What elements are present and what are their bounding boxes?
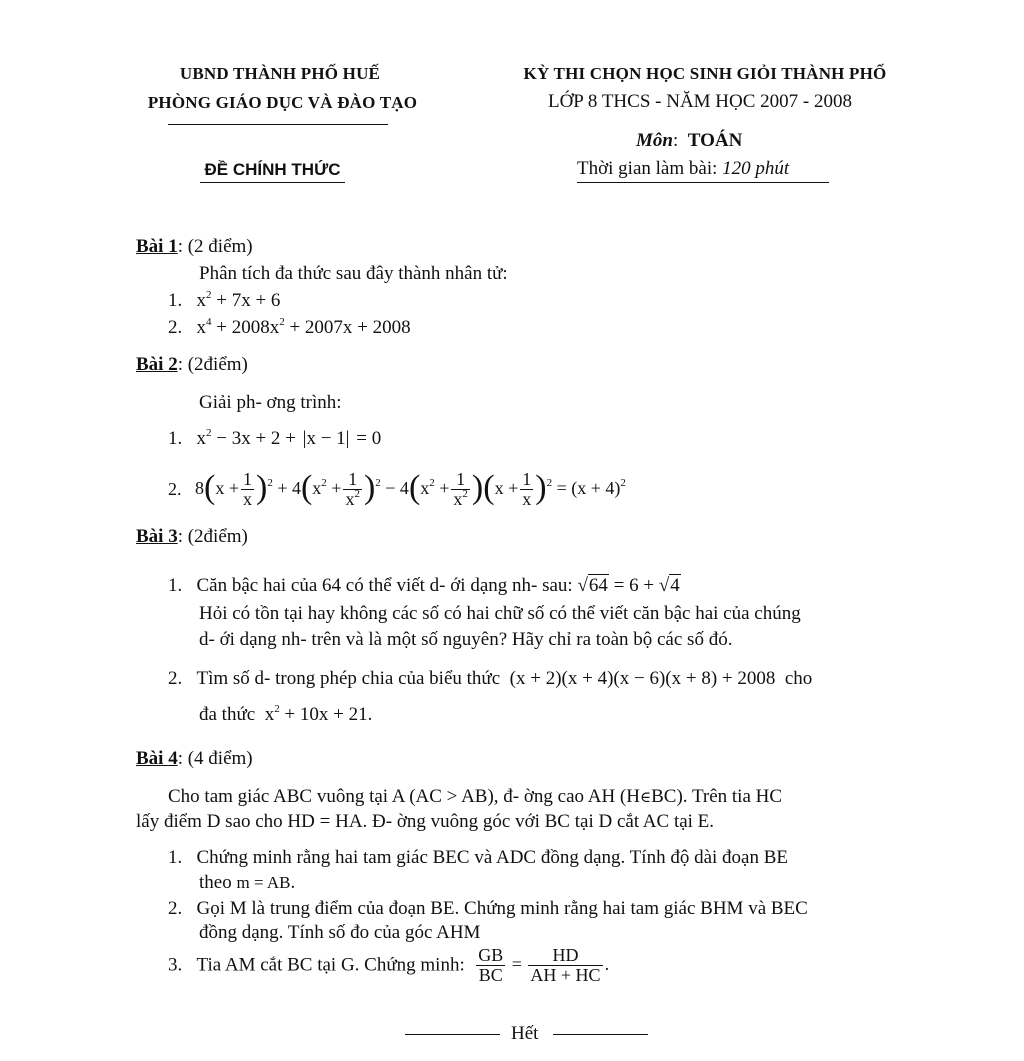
bai3-heading: Bài 3: (2điểm) <box>136 526 248 547</box>
bai3-item1-line1: 1. Căn bậc hai của 64 có thể viết d- ới dạng nh- sau: √64 = 6 + √4 <box>168 575 680 596</box>
bai1-item1: 1. $x^2 + 7x + 6$ <box>168 289 281 311</box>
bai4-item1-line2: theo m = AB. <box>199 872 296 893</box>
bai4-item1-line1: 1. Chứng minh rằng hai tam giác BEC và ADC đồng dạng. Tính độ dài đoạn BE <box>168 847 788 868</box>
bai2-item2: 2. 8(x + $\frac{1}{x}$ )$^2 + 4(x^2$ + $\frac{1}{x^2}$ )$^2 - 4(x^2$ + $\frac{1}{x^2}$ )(x + $\frac{1}{x}$ )$^2 = (x + 4)^2$ <box>168 468 626 509</box>
bai4-item2-line2: đồng dạng. Tính số đo của góc AHM <box>199 922 481 943</box>
bai1-intro: Phân tích đa thức sau đây thành nhân tử: <box>199 263 508 284</box>
bai3-item2-line1: 2. Tìm số d- trong phép chia của biểu thức (x + 2)(x + 4)(x − 6)(x + 8) + 2008 cho <box>168 668 813 689</box>
bai4-intro-line2: lấy điểm D sao cho HD = HA. Đ- ờng vuông góc với BC tại D cắt AC tại E. <box>136 811 715 832</box>
dept-name: UBND THÀNH PHỐ HUẾ <box>179 64 381 83</box>
bai4-item3: 3. Tia AM cắt BC tại G. Chứng minh: $\frac{GB}{BC}$ = $\frac{HD}{AH + HC}$ . <box>168 945 610 985</box>
header-divider <box>168 124 388 125</box>
footer-end: Hết <box>511 1023 539 1044</box>
bai3-item2-line2: đa thức $x^2 + 10x + 21$. <box>199 703 373 725</box>
footer-rule-right <box>553 1034 648 1035</box>
bai3-item1-line3: d- ới dạng nh- trên và là một số nguyên? Hãy chỉ ra toàn bộ các số đó. <box>199 629 733 650</box>
bai2-item1: 1. $x^2 - 3x + 2 + |x - 1| = 0$ <box>168 427 382 449</box>
bai1-item2: 2. $x^4 + 2008x^2 + 2007x + 2008$ <box>168 316 411 338</box>
time-underline <box>577 182 829 183</box>
bai1-heading: Bài 1: (2 điểm) <box>136 236 253 257</box>
official-underline <box>200 182 345 183</box>
footer-rule-left <box>405 1034 500 1035</box>
exam-grade-year: LỚP 8 THCS - NĂM HỌC 2007 - 2008 <box>547 91 853 112</box>
time-line: Thời gian làm bài: 120 phút <box>577 158 790 179</box>
bai3-item1-line2: Hỏi có tồn tại hay không các số có hai chữ số có thể viết căn bậc hai của chúng <box>199 603 801 624</box>
exam-title: KỲ THI CHỌN HỌC SINH GIỎI THÀNH PHỐ <box>523 64 887 83</box>
bai2-intro: Giải ph- ơng trình: <box>199 392 342 413</box>
bai4-intro-line1: Cho tam giác ABC vuông tại A (AC > AB), đ- ờng cao AH (H∈BC). Trên tia HC <box>168 786 783 807</box>
bai4-heading: Bài 4: (4 điểm) <box>136 748 253 769</box>
bai2-heading: Bài 2: (2điểm) <box>136 354 248 375</box>
subject-line: Môn: TOÁN <box>636 130 743 151</box>
office-name: PHÒNG GIÁO DỤC VÀ ĐÀO TẠO <box>147 93 418 112</box>
official-label: ĐỀ CHÍNH THỨC <box>204 160 341 179</box>
bai4-item2-line1: 2. Gọi M là trung điểm của đoạn BE. Chứng minh rằng hai tam giác BHM và BEC <box>168 898 808 919</box>
